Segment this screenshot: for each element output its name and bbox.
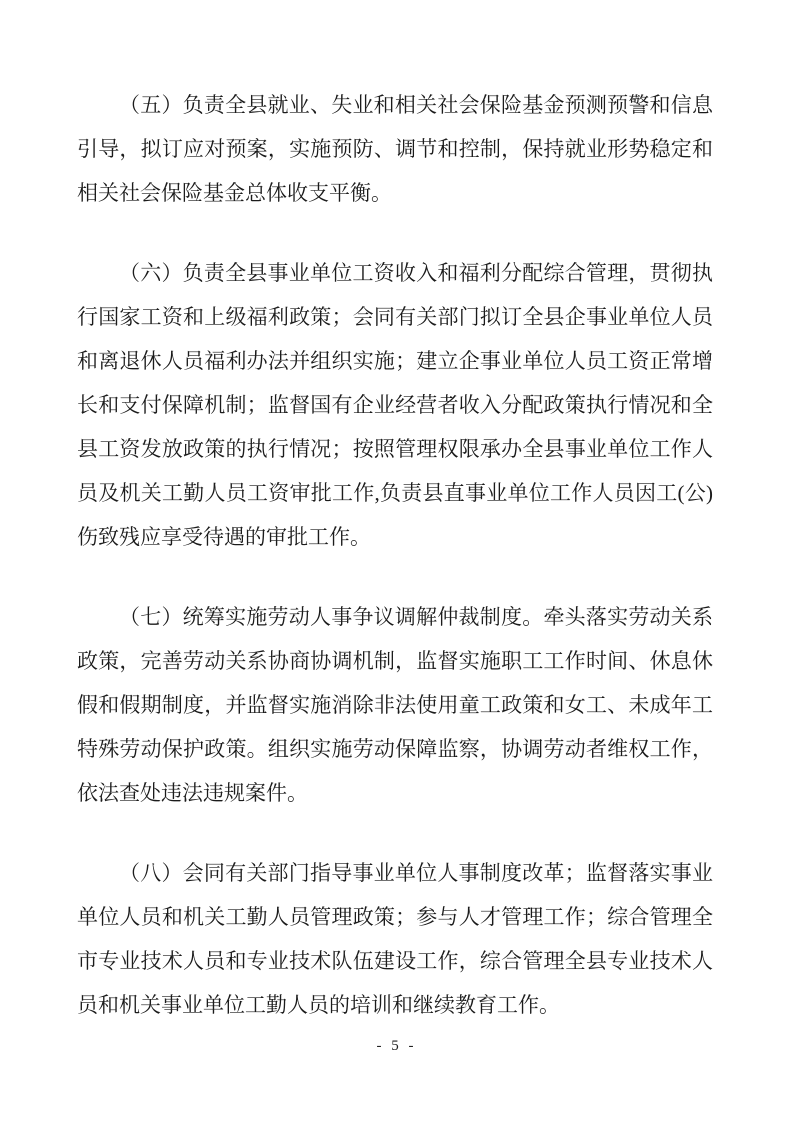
paragraph-item-6: （六）负责全县事业单位工资收入和福利分配综合管理，贯彻执行国家工资和上级福利政策；会同有关部门拟订全县企事业单位人员和离退休人员福利办法并组织实施；建立企事业单位人员工资正常增长和支付保障机制；监督国有企业经营者收入分配政策执行情况和全县工资发放政策的执行情况；按照管理权限承办全县事业单位工作人员及机关工勤人员工资审批工作,负责县直事业单位工作人员因工(公)伤致残应享受待遇的审批工作。	[77, 261, 713, 549]
paragraph-item-8: （八）会同有关部门指导事业单位人事制度改革；监督落实事业单位人员和机关工勤人员管理政策；参与人才管理工作；综合管理全市专业技术人员和专业技术队伍建设工作，综合管理全县专业技术人员和机关事业单位工勤人员的培训和继续教育工作。	[77, 861, 713, 1017]
paragraph-item-7: （七）统筹实施劳动人事争议调解仲裁制度。牵头落实劳动关系政策，完善劳动关系协商协调机制，监督实施职工工作时间、休息休假和假期制度，并监督实施消除非法使用童工政策和女工、未成年工特殊劳动保护政策。组织实施劳动保障监察，协调劳动者维权工作，依法查处违法违规案件。	[77, 605, 713, 805]
paragraph-item-5: （五）负责全县就业、失业和相关社会保险基金预测预警和信息引导，拟订应对预案，实施预防、调节和控制，保持就业形势稳定和相关社会保险基金总体收支平衡。	[77, 93, 713, 205]
page-number: - 5 -	[376, 1038, 417, 1054]
document-body	[77, 83, 713, 1063]
